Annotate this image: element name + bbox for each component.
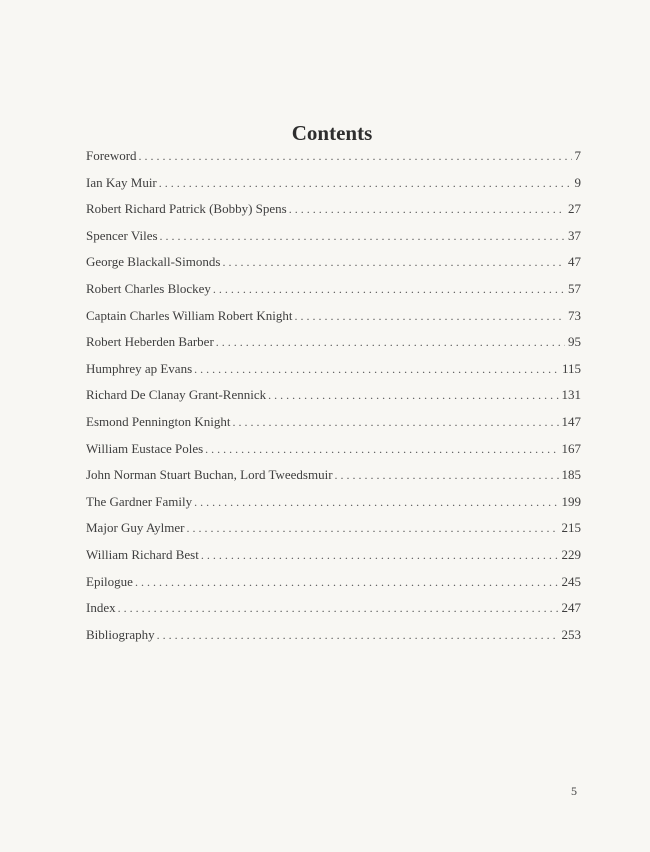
toc-entry-gardner-family[interactable]	[86, 492, 581, 519]
toc-entry-page: 27	[568, 201, 581, 217]
dot-leader	[186, 518, 558, 538]
toc-entry-label: Robert Charles Blockey	[86, 280, 211, 296]
toc-entry-bibliography[interactable]	[86, 625, 581, 652]
dot-leader	[201, 545, 559, 565]
toc-entry-label: George Blackall-Simonds	[86, 254, 221, 270]
toc-entry-page: 131	[561, 387, 581, 403]
table-of-contents	[86, 146, 581, 651]
toc-entry-label: Richard De Clanay Grant-Rennick	[86, 387, 267, 403]
toc-entry-page: 95	[568, 334, 581, 350]
toc-entry-index[interactable]	[86, 598, 581, 625]
toc-entry-label: Humphrey ap Evans	[86, 360, 193, 376]
toc-entry-robert-barber[interactable]	[86, 332, 581, 359]
toc-entry-page: 7	[574, 148, 581, 163]
dot-leader	[268, 385, 558, 405]
toc-entry-page: 147	[561, 413, 581, 429]
dot-leader	[135, 572, 559, 592]
toc-entry-foreword[interactable]	[86, 146, 581, 173]
contents-title: Contents	[291, 121, 373, 145]
toc-entry-page: 229	[561, 546, 581, 562]
toc-entry-label: William Eustace Poles	[86, 440, 204, 456]
toc-entry-humphrey-ap-evans[interactable]	[86, 359, 581, 386]
toc-entry-label: John Norman Stuart Buchan, Lord Tweedsmuir	[86, 467, 333, 483]
toc-entry-page: 199	[561, 493, 581, 509]
dot-leader	[118, 598, 559, 618]
toc-entry-spencer-viles[interactable]	[86, 226, 581, 253]
toc-entry-page: 37	[568, 227, 581, 243]
dot-leader	[160, 226, 565, 246]
toc-entry-page: 115	[561, 360, 581, 376]
dot-leader	[294, 306, 565, 326]
dot-leader	[205, 439, 558, 459]
toc-entry-guy-aylmer[interactable]	[86, 518, 581, 545]
dot-leader	[335, 465, 559, 485]
page-number: 5	[571, 784, 577, 798]
toc-entry-label: William Richard Best	[86, 546, 199, 562]
toc-entry-john-buchan[interactable]	[86, 465, 581, 492]
toc-entry-page: 47	[568, 254, 581, 270]
toc-entry-label: The Gardner Family	[86, 493, 193, 509]
toc-entry-label: Major Guy Aylmer	[86, 520, 185, 536]
toc-entry-page: 253	[561, 626, 581, 642]
toc-entry-george-blackall-simonds[interactable]	[86, 252, 581, 279]
toc-entry-page: 215	[561, 520, 581, 536]
toc-entry-william-best[interactable]	[86, 545, 581, 572]
toc-entry-label: Ian Kay Muir	[86, 174, 157, 190]
toc-entry-label: Epilogue	[86, 573, 133, 589]
toc-entry-label: Index	[86, 600, 116, 616]
dot-leader	[194, 492, 558, 512]
toc-entry-epilogue[interactable]	[86, 572, 581, 599]
toc-entry-page: 167	[561, 440, 581, 456]
dot-leader	[157, 625, 559, 645]
dot-leader	[139, 146, 572, 166]
dot-leader	[159, 173, 572, 193]
toc-entry-esmond-knight[interactable]	[86, 412, 581, 439]
toc-entry-page: 247	[561, 600, 581, 616]
dot-leader	[222, 252, 565, 272]
dot-leader	[216, 332, 565, 352]
toc-entry-page: 57	[568, 280, 581, 296]
toc-entry-page: 245	[561, 573, 581, 589]
toc-entry-william-poles[interactable]	[86, 439, 581, 466]
toc-entry-label: Robert Heberden Barber	[86, 334, 214, 350]
toc-entry-label: Captain Charles William Robert Knight	[86, 307, 293, 323]
toc-entry-page: 185	[561, 467, 581, 483]
toc-entry-label: Bibliography	[86, 626, 155, 642]
dot-leader	[213, 279, 565, 299]
toc-entry-richard-grant-rennick[interactable]	[86, 385, 581, 412]
toc-entry-label: Robert Richard Patrick (Bobby) Spens	[86, 201, 287, 217]
toc-entry-page: 73	[568, 307, 581, 323]
dot-leader	[232, 412, 558, 432]
toc-entry-charles-knight[interactable]	[86, 306, 581, 333]
toc-entry-label: Esmond Pennington Knight	[86, 413, 231, 429]
dot-leader	[194, 359, 559, 379]
dot-leader	[289, 199, 565, 219]
toc-entry-label: Foreword	[86, 148, 137, 163]
toc-entry-robert-blockey[interactable]	[86, 279, 581, 306]
toc-entry-ian-kay-muir[interactable]	[86, 173, 581, 200]
toc-entry-page: 9	[574, 174, 581, 190]
toc-entry-robert-spens[interactable]	[86, 199, 581, 226]
toc-entry-label: Spencer Viles	[86, 227, 158, 243]
